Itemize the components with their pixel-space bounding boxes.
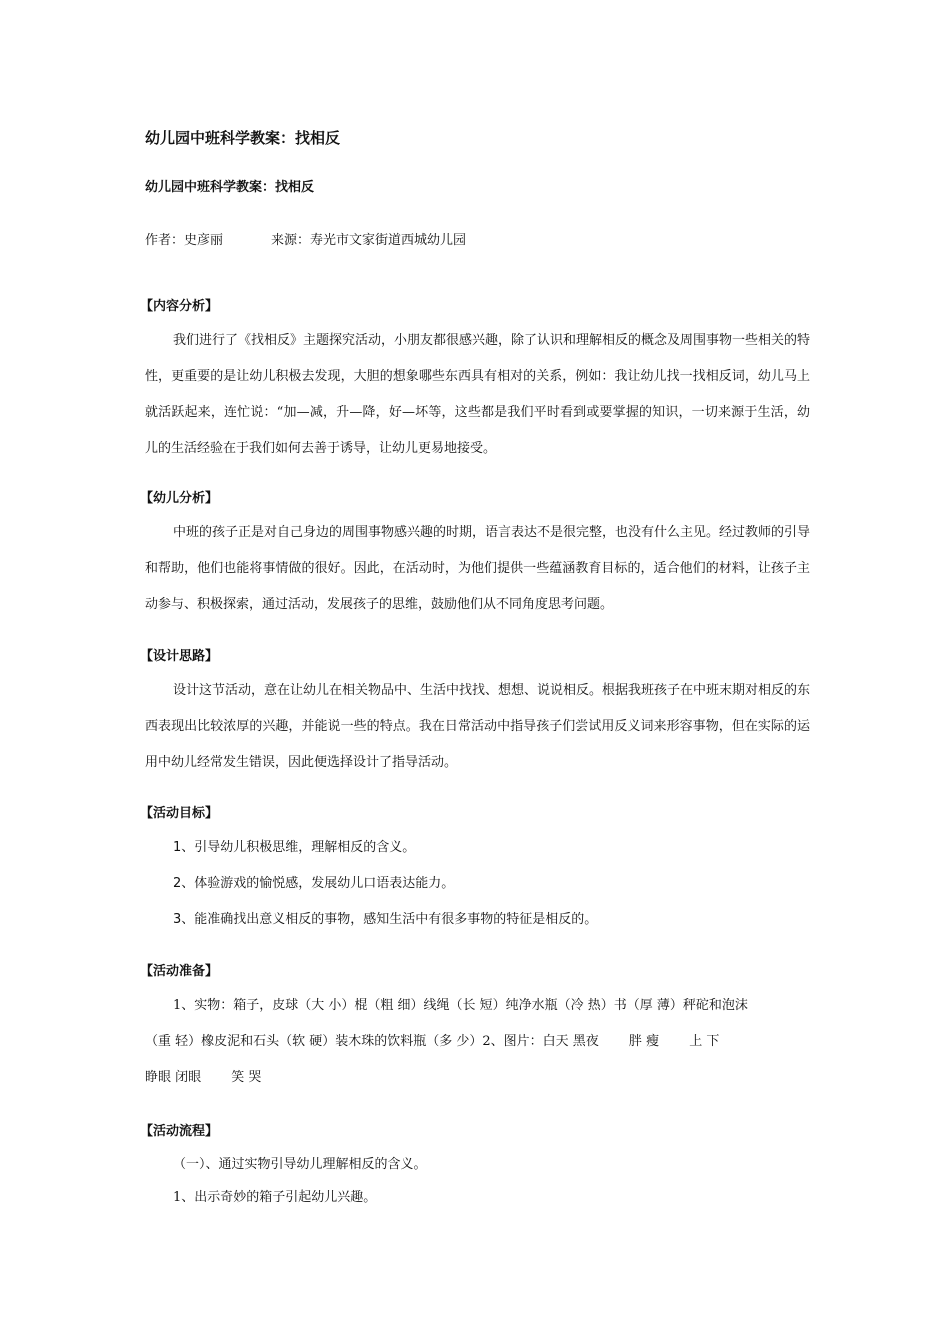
goal-number: 3 — [173, 912, 182, 927]
section-heading: 【活动流程】 — [140, 1124, 219, 1139]
author-label: 作者：史彦丽 — [145, 233, 224, 248]
step-number: 1 — [173, 1190, 182, 1205]
section-design-idea — [140, 647, 811, 781]
document-meta — [145, 229, 466, 248]
section-heading: 【活动目标】 — [140, 806, 219, 821]
section-goals — [140, 804, 810, 938]
section-preparation — [140, 962, 810, 1096]
process-step — [145, 1181, 810, 1214]
goal-number: 2 — [173, 876, 182, 891]
goal-number: 1 — [173, 840, 182, 855]
preparation-line: 睁眼 闭眼 笑 哭 — [145, 1070, 262, 1085]
goal-item — [145, 902, 810, 938]
section-heading: 【设计思路】 — [140, 649, 219, 664]
step-text: 、出示奇妙的箱子引起幼儿兴趣。 — [181, 1190, 377, 1205]
section-heading: 【幼儿分析】 — [140, 491, 219, 506]
process-step: （一）、通过实物引导幼儿理解相反的含义。 — [173, 1157, 427, 1172]
section-paragraph: 我们进行了《找相反》主题探究活动，小朋友都很感兴趣，除了认识和理解相反的概念及周围事物一些相关的特性，更重要的是让幼儿积极去发现，大胆的想象哪些东西具有相对的关系，例如：我让幼儿找一找相反词，幼儿马上就活跃起来，连忙说：“加—减，升—降，好—坏等，这些都是我们平时看到或要掌握的知识，一切来源于生活，幼儿的生活经验在于我们如何去善于诱导，让幼儿更易地接受。 — [145, 333, 811, 456]
section-heading: 【活动准备】 — [140, 964, 219, 979]
goal-text: 、引导幼儿积极思维，理解相反的含义。 — [181, 840, 416, 855]
preparation-line: （重 轻）橡皮泥和石头（软 硬）装木珠的饮料瓶（多 少）2、图片：白天 黑夜 胖 瘦 上 下 — [145, 1034, 720, 1049]
section-paragraph: 中班的孩子正是对自己身边的周围事物感兴趣的时期，语言表达不是很完整，也没有什么主见。经过教师的引导和帮助，他们也能将事情做的很好。因此，在活动时，为他们提供一些蕴涵教育目标的，适合他们的材料，让孩子主动参与、积极探索，通过活动，发展孩子的思维，鼓励他们从不同角度思考问题。 — [145, 525, 811, 612]
document-subtitle: 幼儿园中班科学教案：找相反 — [145, 180, 315, 195]
preparation-line: 1、实物：箱子，皮球（大 小）棍（粗 细）线绳（长 短）纯净水瓶（冷 热）书（厚 薄）秤砣和泡沫 — [173, 998, 748, 1013]
source-label: 来源：寿光市文家街道西城幼儿园 — [271, 233, 467, 248]
goal-text: 、能准确找出意义相反的事物，感知生活中有很多事物的特征是相反的。 — [181, 912, 598, 927]
section-paragraph: 设计这节活动，意在让幼儿在相关物品中、生活中找找、想想、说说相反。根据我班孩子在中班末期对相反的东西表现出比较浓厚的兴趣，并能说一些的特点。我在日常活动中指导孩子们尝试用反义词来形容事物，但在实际的运用中幼儿经常发生错误，因此便选择设计了指导活动。 — [145, 683, 811, 770]
goal-item — [145, 866, 810, 902]
goal-item — [145, 830, 810, 866]
section-child-analysis — [140, 489, 811, 623]
document-title: 幼儿园中班科学教案：找相反 — [145, 129, 341, 147]
section-process — [140, 1122, 810, 1214]
section-content-analysis — [140, 297, 811, 467]
section-heading: 【内容分析】 — [140, 299, 219, 314]
goal-text: 、体验游戏的愉悦感，发展幼儿口语表达能力。 — [181, 876, 455, 891]
